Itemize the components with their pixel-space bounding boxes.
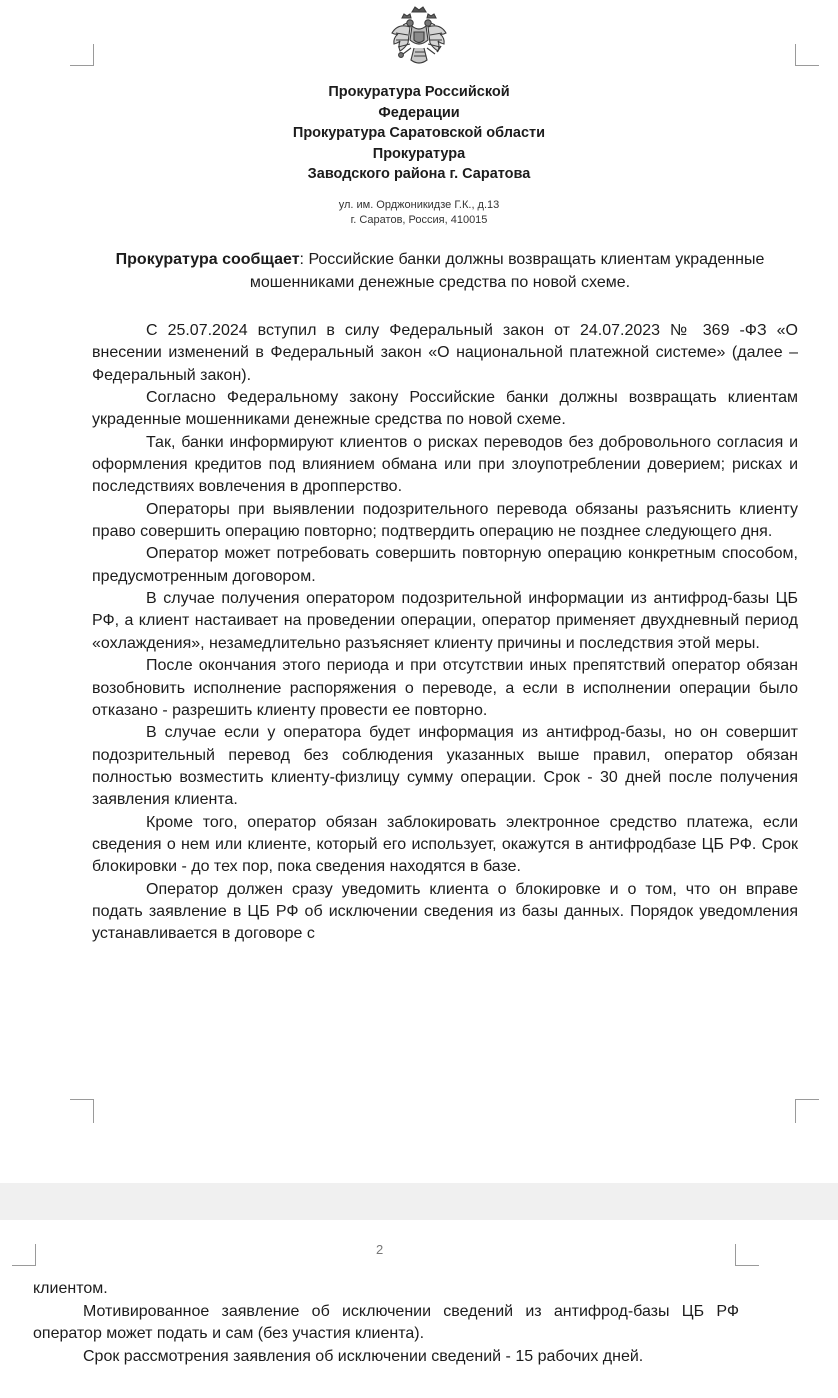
page-corner-mark [12, 1244, 36, 1266]
address-line: г. Саратов, Россия, 410015 [350, 214, 488, 226]
page-corner-mark [735, 1244, 759, 1266]
body-paragraph: Согласно Федеральному закону Российские банки должны возвращать клиентам украденные мошенниками денежные средства по новой схеме. [92, 389, 798, 429]
body-paragraph: Кроме того, оператор обязан заблокировать электронное средство платежа, если сведения о нем или клиенте, который его использует, окажутся в антифродбазе ЦБ РФ. Срок блокировки - до тех пор, пока сведения находятся в базе. [92, 813, 798, 876]
header-line: Прокуратура Саратовской области [292, 125, 546, 141]
office-address [169, 198, 669, 228]
document-body [92, 320, 798, 946]
body-paragraph: Мотивированное заявление об исключении сведений из антифрод-базы ЦБ РФ оператор может подать и сам (без участия клиента). [33, 1302, 739, 1343]
coat-of-arms-emblem [388, 4, 450, 76]
body-paragraph: После окончания этого периода и при отсутствии иных препятствий оператор обязан возобновить исполнение распоряжения о переводе, а если в исполнении операции было отказано - разрешить клиенту провести ее повторно. [92, 657, 798, 719]
body-paragraph: Оператор может потребовать совершить повторную операцию конкретным способом, предусмотренным договором. [92, 545, 798, 585]
announcement-text: : Российские банки должны возвращать клиентам украденные мошенниками денежные средства по новой схеме. [249, 251, 765, 291]
address-line: ул. им. Орджоникидзе Г.К., д.13 [338, 199, 500, 211]
header-line: Прокуратура Российской [328, 84, 510, 100]
page-corner-mark [795, 1099, 819, 1123]
page-separator [0, 1183, 838, 1220]
body-paragraph: Так, банки информируют клиентов о рисках переводов без добровольного согласия и оформления кредитов под влиянием обмана или при злоупотреблении доверием; рисках и последствиях вовлечения в дропперство. [92, 433, 798, 496]
page-number: 2 [376, 1242, 384, 1257]
header-line: Заводского района г. Саратова [307, 166, 531, 182]
header-line: Прокуратура [372, 145, 466, 162]
body-paragraph: Срок рассмотрения заявления об исключении сведений - 15 рабочих дней. [83, 1347, 644, 1365]
body-paragraph: В случае получения оператором подозрительной информации из антифрод-базы ЦБ РФ, а клиент настаивает на проведении операции, оператор применяет двухдневный период «охлаждения», незамедлительно разъясняет клиенту причины и последствия этой меры. [92, 590, 798, 652]
body-paragraph: Операторы при выявлении подозрительного перевода обязаны разъяснить клиенту право совершить операцию повторно; подтвердить операцию не позднее следующего дня. [92, 500, 798, 541]
announcement-headline [80, 248, 800, 294]
body-paragraph: Оператор должен сразу уведомить клиента о блокировке и о том, что он вправе подать заявление в ЦБ РФ об исключении сведения из базы данных. Порядок уведомления устанавливается в договоре с [92, 880, 798, 943]
body-paragraph: С 25.07.2024 вступил в силу Федеральный закон от 24.07.2023 № 369 -ФЗ «О внесении изменений в Федеральный закон «О национальной платежной системе» (далее – Федеральный закон). [92, 322, 798, 384]
page-corner-mark [70, 1099, 94, 1123]
page-corner-mark [795, 44, 819, 66]
page-2-body [33, 1278, 739, 1368]
continuation-text: клиентом. [33, 1280, 108, 1297]
header-line: Федерации [378, 104, 460, 121]
announcement-lead: Прокуратура сообщает [115, 251, 300, 268]
document-page-2 [0, 1220, 838, 1398]
page-corner-mark [70, 44, 94, 66]
body-paragraph: В случае если у оператора будет информация из антифрод-базы, но он совершит подозрительный перевод без соблюдения указанных выше правил, оператор обязан полностью возместить клиенту-физлицу сумму операции. Срок - 30 дней после получения заявления клиента. [92, 724, 798, 809]
prosecutor-office-header [169, 82, 669, 185]
